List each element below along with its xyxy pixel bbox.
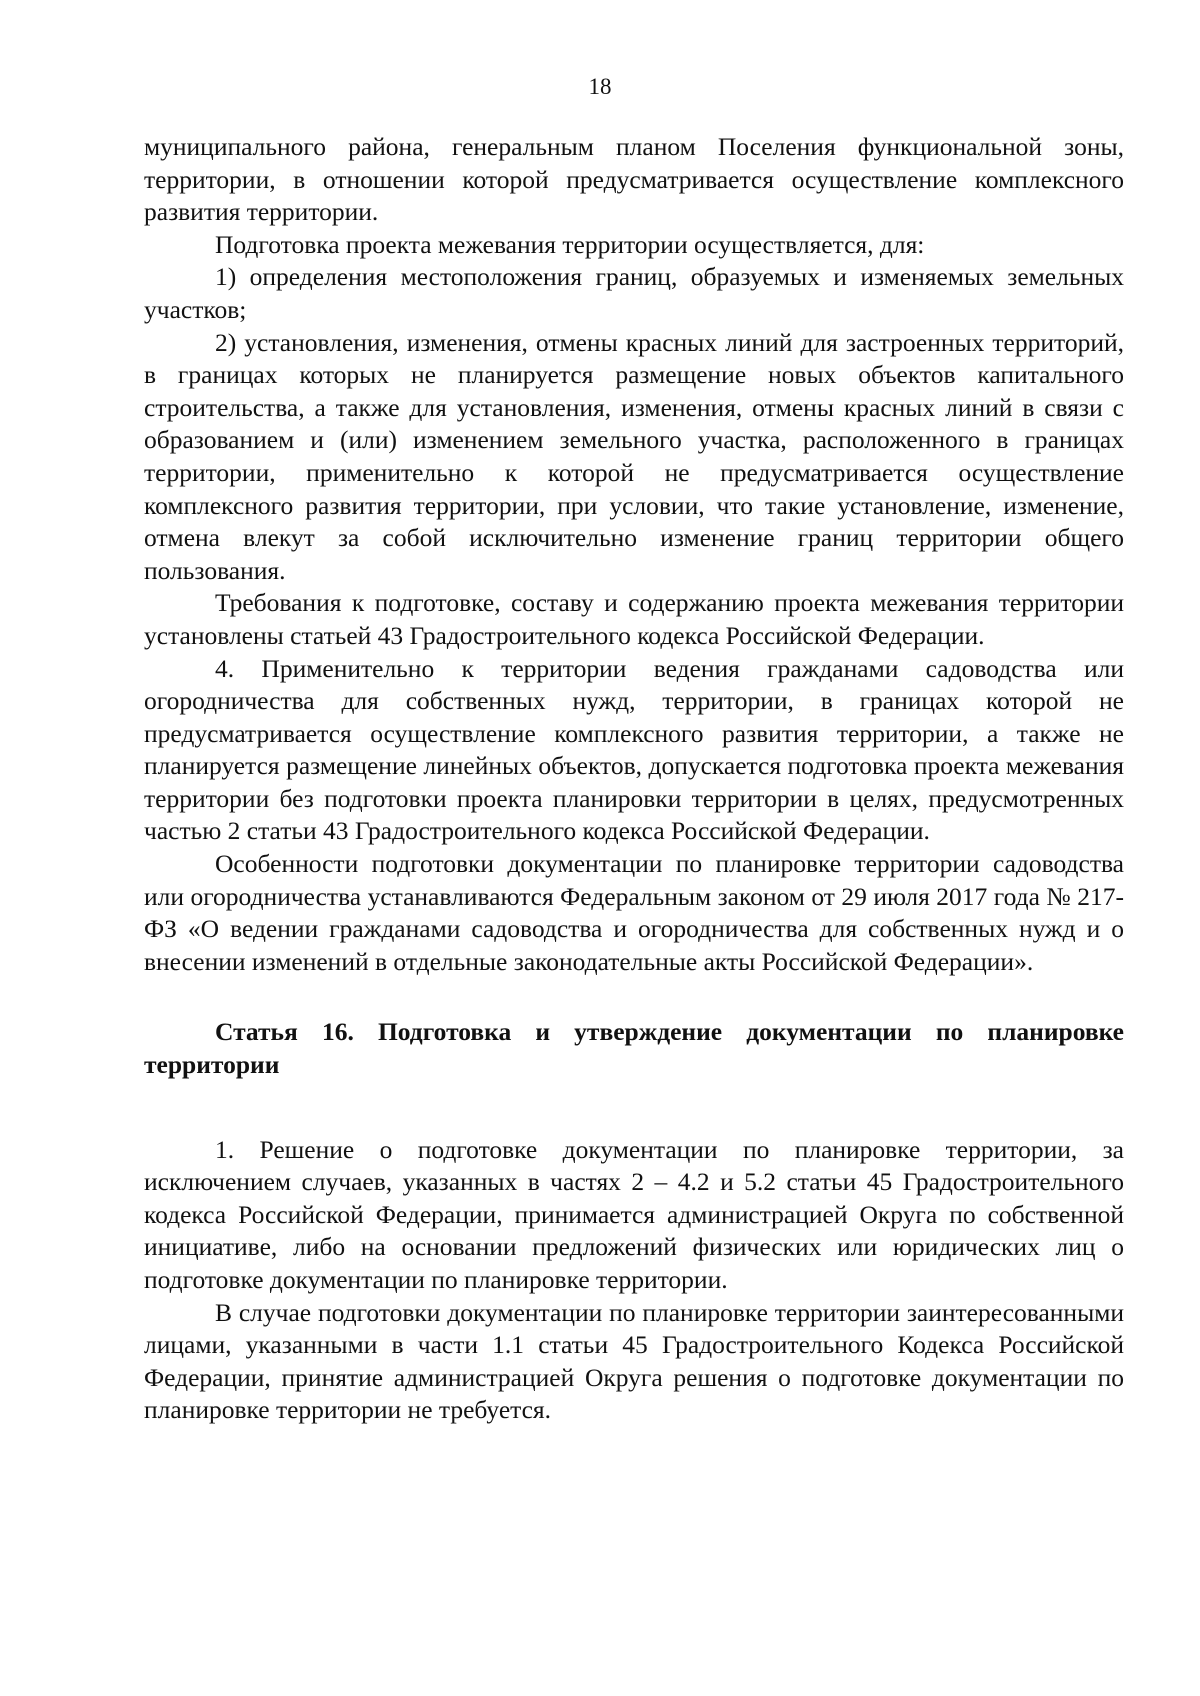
paragraph-features: Особенности подготовки документации по планировке территории садоводства или огородничества устанавливаются Федеральным законом от 29 июля 2017 года № 217-ФЗ «О ведении гражданами садоводства и огородничества для собственных нужд и о внесении изменений в отдельные законодательные акты Российской Федерации». xyxy=(144,849,1124,976)
article-heading: Статья 16. Подготовка и утверждение документации по планировке территории xyxy=(144,1017,1124,1080)
paragraph-continuation: муниципального района, генеральным планом Поселения функциональной зоны, территории, в отношении которой предусматривается осуществление комплексного развития территории. xyxy=(144,132,1124,227)
paragraph-intro-list: Подготовка проекта межевания территории осуществляется, для: xyxy=(215,229,925,259)
list-item-1: 1) определения местоположения границ, образуемых и изменяемых земельных участков; xyxy=(144,262,1124,324)
paragraph-item-4: 4. Применительно к территории ведения гражданами садоводства или огородничества для собственных нужд, территории, в границах которой не предусматривается осуществление комплексного развития территории, а также не планируется размещение линейных объектов, допускается подготовка проекта межевания территории без подготовки проекта планировки территории в целях, предусмотренных частью 2 статьи 43 Градостроительного кодекса Российской Федерации. xyxy=(144,653,1124,846)
paragraph-article-item-1: 1. Решение о подготовке документации по планировке территории, за исключением случаев, указанных в частях 2 – 4.2 и 5.2 статьи 45 Градостроительного кодекса Российской Федерации, принимается администрацией Округа по собственной инициативе, либо на основании предложений физических или юридических лиц о подготовке документации по планировке территории. xyxy=(144,1134,1124,1294)
list-item-2: 2) установления, изменения, отмены красных линий для застроенных территорий, в границах которых не планируется размещение новых объектов капитального строительства, а также для установления, изменения, отмены красных линий в связи с образованием и (или) изменением земельного участка, расположенного в границах территории, применительно к которой не предусматривается осуществление комплексного развития территории, при условии, что такие установление, изменение, отмена влекут за собой исключительно изменение границ территории общего пользования. xyxy=(144,327,1124,585)
paragraph-requirements: Требования к подготовке, составу и содержанию проекта межевания территории установлены статьей 43 Градостроительного кодекса Российской Федерации. xyxy=(144,588,1124,650)
page-number: 18 xyxy=(588,74,612,99)
document-body xyxy=(144,131,1124,1427)
paragraph-article-case: В случае подготовки документации по планировке территории заинтересованными лицами, указанными в части 1.1 статьи 45 Градостроительного Кодекса Российской Федерации, принятие администрацией Округа решения о подготовке документации по планировке территории не требуется. xyxy=(144,1297,1124,1425)
